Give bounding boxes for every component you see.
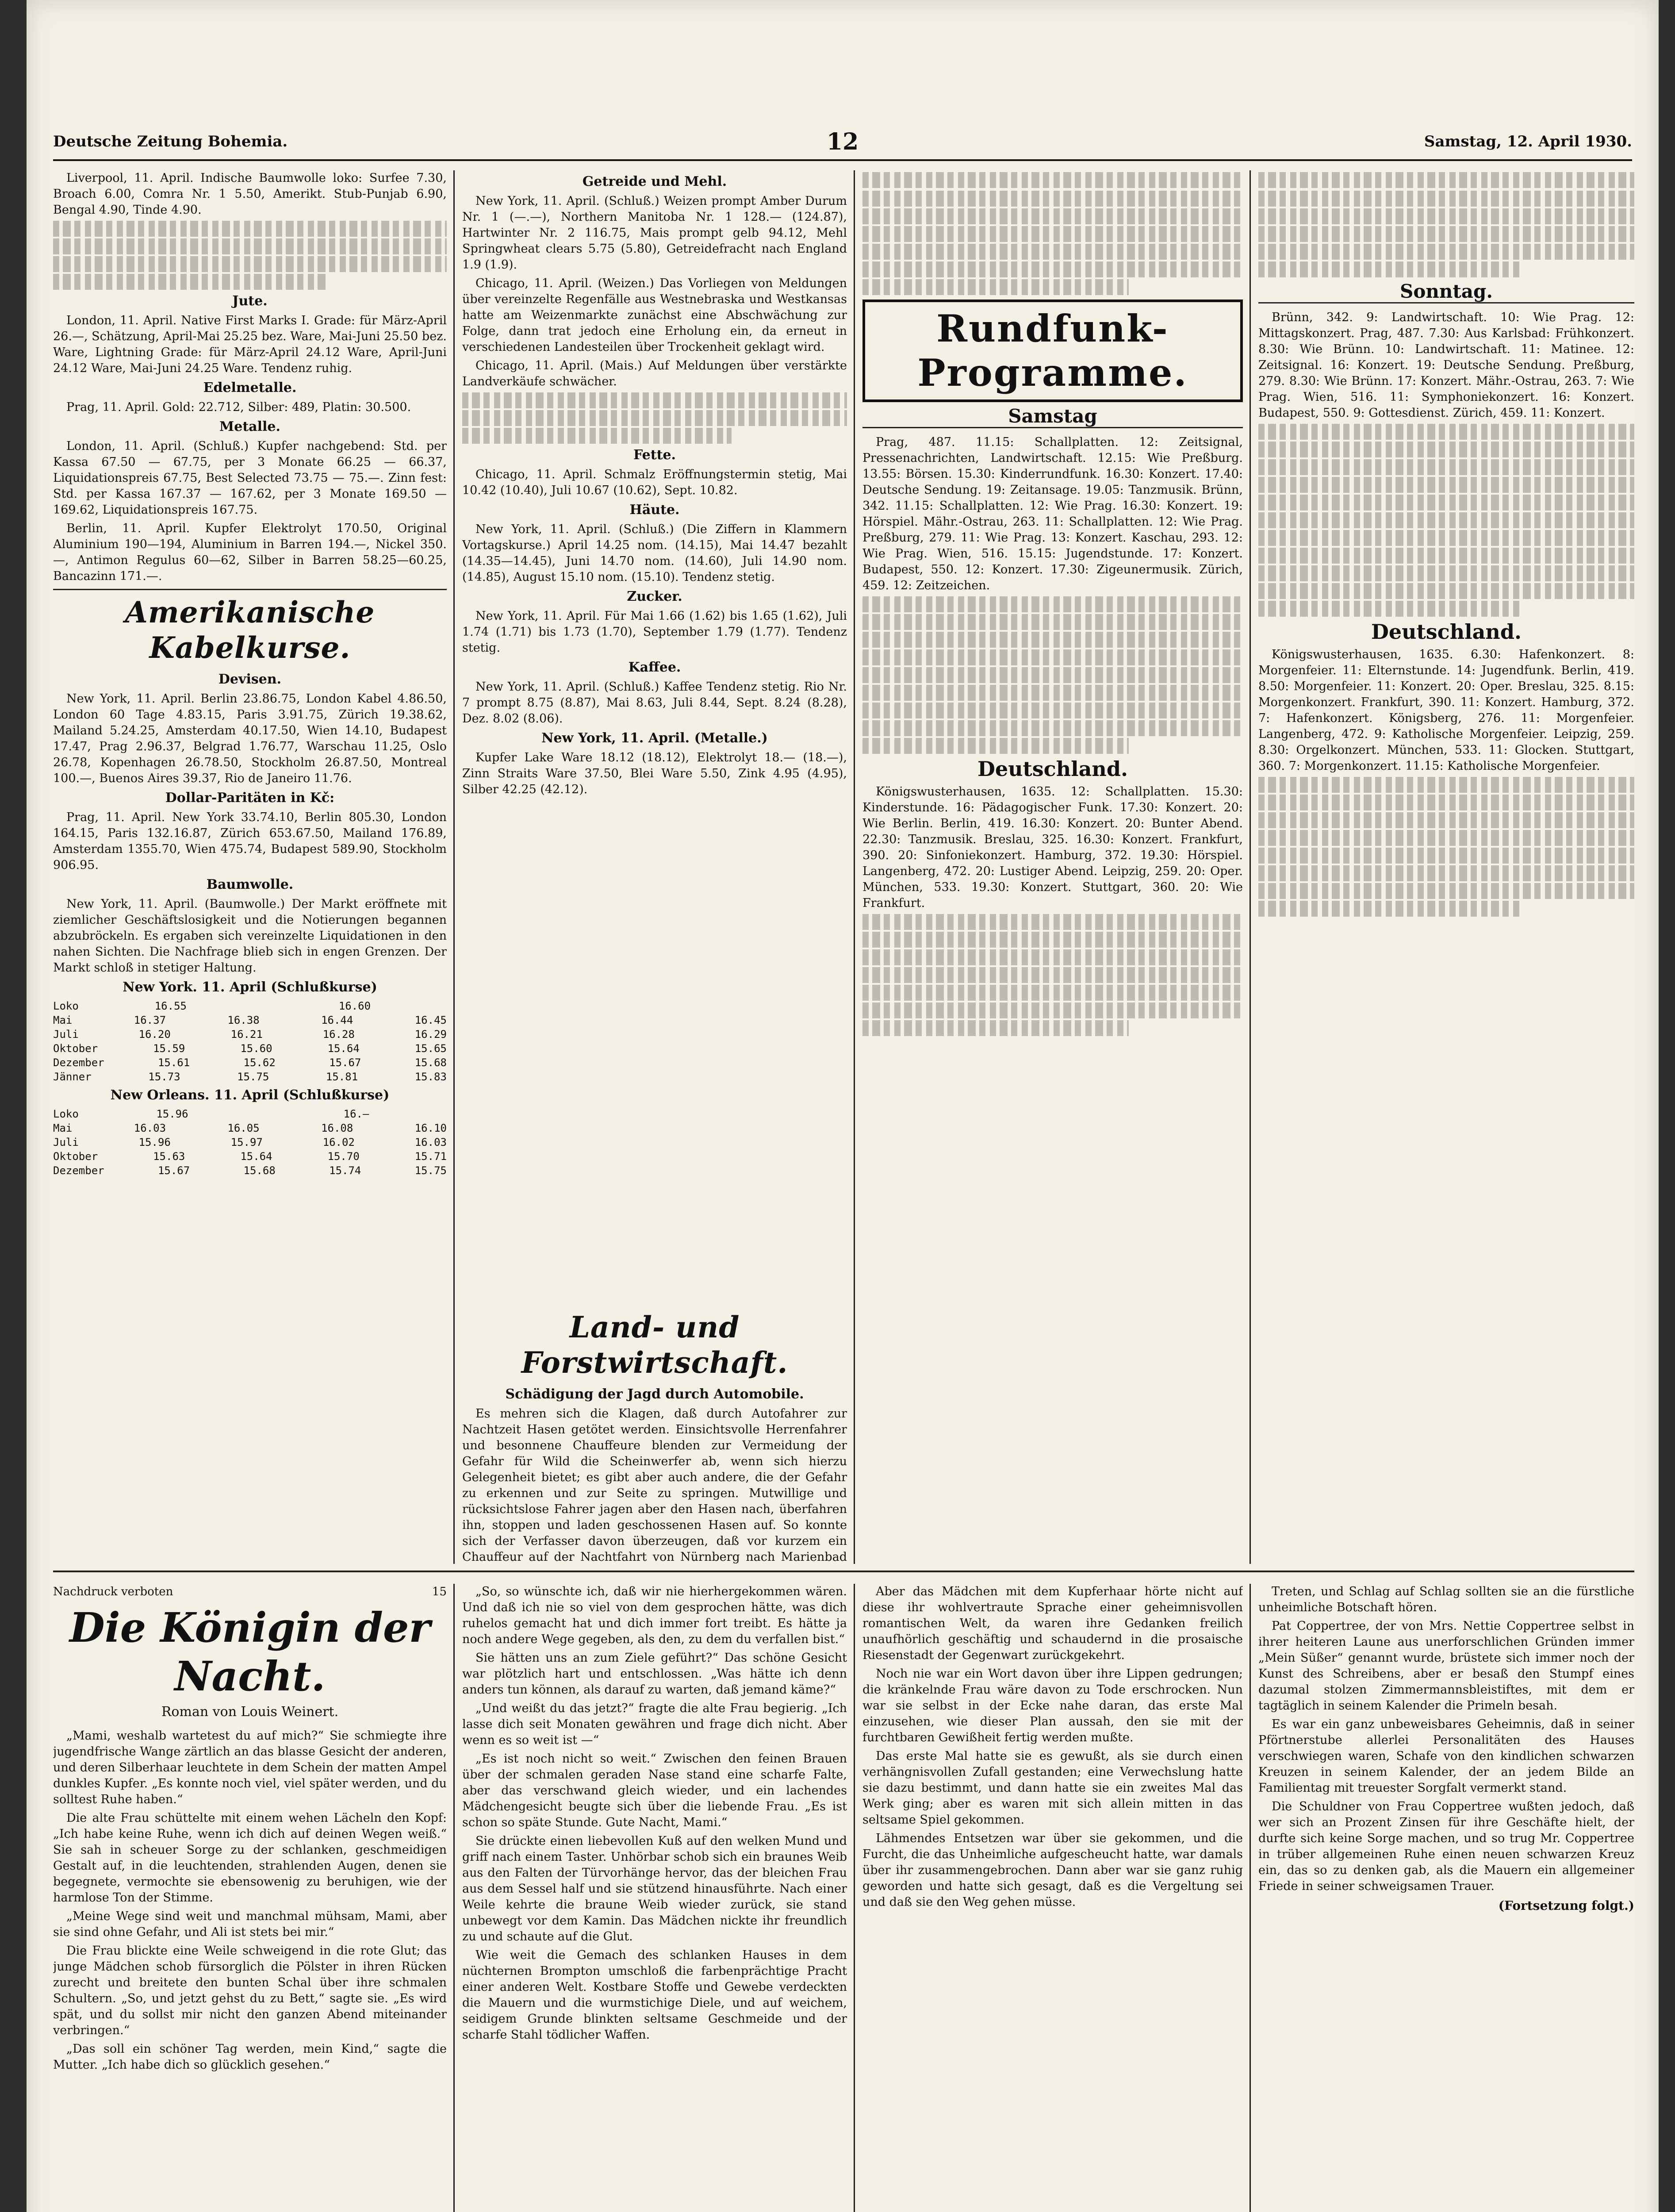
table-cell: 16.37 [134,1014,166,1026]
novel-paragraph: Es war ein ganz unbeweisbares Geheimnis, daß in seiner Pförtnerstube allerlei Personalitäten des Hauses verschwiegen waren, Schafe von den kindlichen schwarzen Kreuzen in seinem Kalender, der an jedem Bilde an Familientag mit treuester Sorgfalt vermerkt stand. [1258,1717,1634,1795]
table-cell: 15.68 [414,1056,447,1069]
table-row [53,1149,447,1164]
cotton-table-newyork [53,999,447,1084]
table-cell: 15.73 [148,1071,180,1083]
issue-date: Samstag, 12. April 1930. [1424,133,1632,150]
novel-paragraph: „Mami, weshalb wartetest du auf mich?“ Sie schmiegte ihre jugendfrische Wange zärtlich an das blasse Gesicht der anderen, und deren Silberhaar leuchtete in dem Schein der matten Ampel dunkles Kupfer. „Es konnte noch viel, viel später werden, und du solltest Ruhe haben.“ [53,1729,447,1806]
novel-paragraph: Die Schuldner von Frau Coppertree wußten jedoch, daß wer sich an Prozent Zinsen für ihre Geschäfte hielt, der durfte sich keine Sorge machen, und so trug Mr. Coppertree in trüber allgemeinen Ruhe einen neuen schwarzen Kreuz ein, das so zu denken gab, als die Mauern ein allgemeiner Friede in seiner schweigsamen Trauer. [1258,1800,1634,1893]
table-cell: Dezember [53,1164,104,1177]
table-row [53,1070,447,1084]
landforst-continued [862,172,1243,188]
table-cell: 15.83 [414,1071,447,1083]
novel-column-3 [862,1584,1243,2212]
table-cell: 15.67 [157,1164,190,1177]
novel-column-4 [1258,1584,1634,2212]
table-cell: 16.28 [322,1028,355,1041]
novel-paragraph: Pat Coppertree, der von Mrs. Nettie Coppertree selbst in ihrer heiteren Laune aus unerforschlichen Gründen immer „Mein Süßer“ genannt wurde, brüstete sich immer noch der Kunst des Schreibens, aber er besaß den Stumpf eines dazumal stolzen Zimmermannsbleistiftes, mit dem er tagtäglich in seinem Kalender die Primeln besah. [1258,1619,1634,1713]
table-cell: Oktober [53,1042,98,1055]
table-cell: Dezember [53,1056,104,1069]
table-cell: 16.38 [227,1014,260,1026]
table-cell: Loko [53,1000,79,1012]
london-jute-report: London, 11. April. Native First Marks I. Grade: für März-April 26.—, Schätzung, April-Mai 25.25 bez. Ware, Mai-Juni 25.50 bez. Ware, Lightning Grade: für März-April 24.12 Ware, April-Juni 24.12 Ware, Mai-Juni 24.25 Ware. Tendenz ruhig. [53,314,447,375]
table-cell: Mai [53,1122,73,1134]
novel-header [53,1584,447,1600]
edelmetalle-heading: Edelmetalle. [203,380,297,396]
neworleans-table-heading: New Orleans. 11. April (Schlußkurse) [110,1087,390,1103]
novel-paragraph: Wie weit die Gemach des schlanken Hauses in dem nüchternen Brompton umschloß die farbenprächtige Pracht einer anderen Welt. Kostbare Stoffe und Gewebe verdeckten die Mauern und die wurmstichige Diele, und auf weichem, seidigem Grunde blinkten seltsame Geschmeide und der scharfe Stahl tödlicher Waffen. [462,1948,847,2042]
metalle2-report: Kupfer Lake Ware 18.12 (18.12), Elektrolyt 18.— (18.—), Zinn Straits Ware 37.50, Blei Ware 5.50, Zink 4.95 (4.95), Silber 42.25 (42.12). [462,751,847,796]
novel-column-2 [462,1584,847,2212]
metalle2-heading: New York, 11. April. (Metalle.) [541,730,768,746]
getreide-chicago: Chicago, 11. April. (Weizen.) Das Vorliegen von Meldungen über vereinzelte Regenfälle aus Westnebraska und Westkansas hatte am Weizenmarkte zunächst eine Abschwächung zur Folge, dann trat jedoch eine Erholung ein, da erneut in verschiedenen Landesteilen über Trockenheit geklagt wird. [462,276,847,354]
table-row [53,999,447,1013]
table-row [53,1107,447,1121]
table-cell: Mai [53,1014,73,1026]
table-cell: 15.67 [329,1056,361,1069]
haeute-report: New York, 11. April. (Schluß.) (Die Ziffern in Klammern Vortagskurse.) April 14.25 nom. (14.15), Mai 14.47 bezahlt (14.35—14.45), Juni 14.70 nom. (14.60), Juli 14.90 nom. (14.85), August 15.10 nom. (15.10). Tendenz stetig. [462,522,847,584]
rundfunk-sunday-column [1258,170,1634,1564]
table-cell: Juli [53,1136,79,1148]
landforst-section [462,1305,847,1564]
table-row [53,1135,447,1149]
table-cell: 15.64 [240,1150,272,1163]
london-metalle-report: London, 11. April. (Schluß.) Kupfer nachgebend: Std. per Kassa 67.50 — 67.75, per 3 Monate 66.25 — 66.37, Liquidationspreis 67.75, Best Selected 73.75 — 75.—. Zinn fest: Std. per Kassa 167.37 — 167.62, per 3 Monate 169.50 — 169.62, Liquidationspreis 167.75. [53,439,447,517]
table-cell: 15.75 [237,1071,269,1083]
table-cell: 15.97 [230,1136,263,1148]
getreide-heading: Getreide und Mehl. [582,174,727,189]
table-cell: 16.55 [154,1000,187,1012]
novel-paragraph: Noch nie war ein Wort davon über ihre Lippen gedrungen; die kränkelnde Frau wäre davon zu Tode erschrocken. Nun war sie selbst in der Ecke nahe daran, das erste Mal einzusehen, wie dieser Plan aussah, den sie mit der furchtbaren Gewißheit fertig werden mußte. [862,1667,1243,1744]
novel-paragraph: Sie drückte einen liebevollen Kuß auf den welken Mund und griff nach einem Taster. Unhörbar schob sich ein braunes Weib aus den Falten der Türvorhänge hervor, das der bleichen Frau aus dem Sessel half und sie stützend hinausführte. Nach einer Weile kehrte die braune Weib wieder zurück, sie stand unbewegt vor dem Kamin. Das Mädchen nickte ihr freundlich zu und schaute auf die Glut. [462,1834,847,1943]
rundfunk-saturday-column [862,170,1243,1564]
fette-report: Chicago, 11. April. Schmalz Eröffnungstermin stetig, Mai 10.42 (10.40), Juli 10.67 (10.62), Sept. 10.82. [462,468,847,497]
markets-column [53,170,447,1564]
newspaper-page [27,0,1659,2212]
cotton-table-neworleans [53,1107,447,1178]
table-cell: 15.68 [243,1164,276,1177]
sunday-germany-program: Königswusterhausen, 1635. 6.30: Hafenkonzert. 8: Morgenfeier. 11: Elternstunde. 14: Jugendfunk. Berlin, 419. 8.50: Morgenfeier. 11: Konzert. 20: Oper. Breslau, 325. 8.15: Morgenkonzert. Frankfurt, 390. 11: Konzert. Hamburg, 372. 7: Hafenkonzert. Königsberg, 276. 11: Morgenfeier. Langenberg, 472. 9: Katholische Morgenfeier. Leipzig, 259. 8.30: Orgelkonzert. München, 533. 11: Glocken. Stuttgart, 360. 7: Morgenkonzert. 11.15: Katholische Morgenfeier. [1258,648,1634,773]
sunday-germany-heading: Deutschland. [1371,620,1522,644]
metalle-heading: Metalle. [219,419,280,434]
novel-paragraph: Treten, und Schlag auf Schlag sollten sie an die fürstliche unheimliche Botschaft hören. [1258,1585,1634,1614]
table-cell: 16.21 [230,1028,263,1041]
table-row [53,1027,447,1041]
kabelkurse-title: Amerikanische Kabelkurse. [125,595,375,665]
novel-paragraph: Sie hätten uns an zum Ziele geführt?“ Das schöne Gesicht war plötzlich hart und entschlossen. „Was hätte ich denn anders tun können, als darauf zu warten, daß jemand käme?“ [462,1651,847,1697]
table-row [53,1056,447,1070]
kaffee-report: New York, 11. April. (Schluß.) Kaffee Tendenz stetig. Rio Nr. 7 prompt 8.75 (8.87), Mai 8.63, Juli 8.44, Sept. 8.24 (8.28), Dez. 8.02 (8.06). [462,680,847,726]
baumwolle-heading: Baumwolle. [206,877,294,892]
table-cell: 16.45 [414,1014,447,1026]
table-row [53,1041,447,1056]
table-cell: Loko [53,1108,79,1120]
zucker-report: New York, 11. April. Für Mai 1.66 (1.62) bis 1.65 (1.62), Juli 1.74 (1.71) bis 1.73 (1.70), September 1.79 (1.77). Tendenz stetig. [462,609,847,655]
table-cell: 16.08 [321,1122,353,1134]
novel-title: Die Königin der Nacht. [69,1604,430,1700]
liverpool-report: Liverpool, 11. April. Indische Baumwolle loko: Surfee 7.30, Broach 6.00, Comra Nr. 1 5.50, Amerikt. Stub-Punjab 6.90, Bengal 4.90, Tinde 4.90. [53,171,447,217]
baumwolle-report: New York, 11. April. (Baumwolle.) Der Markt eröffnete mit ziemlicher Geschäftslosigkeit und die Notierungen begannen abzubröckeln. Es ergaben sich vereinzelte Liquidationen in den nahen Sichten. Die Nachfrage blieb sich in engen Grenzen. Der Markt schloß in stetiger Haltung. [53,897,447,975]
table-cell: 16.60 [338,1000,371,1012]
kaffee-heading: Kaffee. [628,660,681,675]
novel-author: Roman von Louis Weinert. [161,1704,339,1720]
table-cell: 16.03 [414,1136,447,1148]
novel-paragraph: Aber das Mädchen mit dem Kupferhaar hörte nicht auf diese ihr wohlvertraute Sprache einer geheimnisvollen romantischen Welt, da waren ihre Gedanken freilich unaufhörlich geschäftig und schaudernd in die prosaische Riesenstadt der Gegenwart zurückgekehrt. [862,1585,1243,1662]
table-cell: 15.63 [153,1150,185,1163]
table-cell: 15.75 [414,1164,447,1177]
table-cell: 15.64 [327,1042,360,1055]
sunday-program: Brünn, 342. 9: Landwirtschaft. 10: Wie Prag. 12: Mittagskonzert. Prag, 487. 7.30: Aus Karlsbad: Frühkonzert. 8.30: Wie Brünn. 10: Landwirtschaft. 11: Matinee. 12: Zeitsignal. 16: Konzert. 19: Deutsche Sendung. Preßburg, 279. 8.30: Wie Brünn. 17: Konzert. Mähr.-Ostrau, 263. 7: Wie Prag. Wien, 516. 11: Symphoniekonzert. 16: Konzert. Budapest, 550. 9: Gottesdienst. Zürich, 459. 11: Konzert. [1258,311,1634,420]
novel-paragraph: „So, so wünschte ich, daß wir nie hierhergekommen wären. Und daß ich nie so viel von dem gesprochen hätte, was dich ruhelos gemacht hat und dich immer fort treibt. Es hätte ja noch andere Wege gegeben, als den, zu dem du verfallen bist.“ [462,1585,847,1646]
page-header [53,128,1632,161]
saturday-germany-program: Königswusterhausen, 1635. 12: Schallplatten. 15.30: Kinderstunde. 16: Pädagogischer Funk. 17.30: Konzert. 20: Wie Berlin. Berlin, 419. 16.30: Konzert. 20: Bunter Abend. 22.30: Tanzmusik. Breslau, 325. 16.30: Konzert. Frankfurt, 390. 20: Sinfoniekonzert. Hamburg, 372. 19.30: Hörspiel. Langenberg, 472. 20: Lustiger Abend. Leipzig, 259. 20: Oper. München, 533. 19.30: Konzert. Stuttgart, 360. 20: Wie Frankfurt. [862,785,1243,910]
novel-paragraph: „Das soll ein schöner Tag werden, mein Kind,“ sagte die Mutter. „Ich habe dich so glücklich gesehen.“ [53,2042,447,2072]
table-cell: 15.81 [326,1071,358,1083]
column4-continued-text [1258,172,1634,188]
novel-paragraph: „Und weißt du das jetzt?“ fragte die alte Frau begierig. „Ich lasse dich seit Monaten gewähren und frage dich nicht. Aber wenn es so weit ist —“ [462,1701,847,1747]
devisen-heading: Devisen. [218,672,282,687]
newyork-table-heading: New York. 11. April (Schlußkurse) [123,979,377,995]
table-cell: 15.74 [329,1164,361,1177]
novel-paragraph: Die alte Frau schüttelte mit einem wehen Lächeln den Kopf: „Ich habe keine Ruhe, wenn ich dich auf deinen Wegen weiß.“ Sie sah in scheuer Sorge zu der schlanken, geschmeidigen Gestalt auf, in die leuchtenden, strahlenden Augen, denen sie begegnete, vermochte sie ebensowenig zu beruhigen, wie der harmlose Ton der Stimme. [53,1811,447,1905]
sunday-heading: Sonntag. [1258,284,1634,303]
fette-heading: Fette. [633,447,676,463]
novel-paragraph: „Meine Wege sind weit und manchmal mühsam, Mami, aber sie sind ohne Gefahr, und Ali ist stets bei mir.“ [53,1909,447,1939]
landforst-title: Land- und Forstwirtschaft. [521,1310,788,1380]
table-cell: 16.20 [138,1028,171,1041]
table-cell: 15.96 [138,1136,171,1148]
table-cell: 16.05 [227,1122,260,1134]
table-row [53,1121,447,1135]
novel-paragraph: Lähmendes Entsetzen war über sie gekommen, und die Furcht, die das Unheimliche aufgescheucht hatte, war damals über ihr zusammengebrochen. Dann aber war sie ganz ruhig geworden und hatte sich gesagt, daß es die Vergeltung sei und daß sie den Weg gehen müsse. [862,1832,1243,1909]
zucker-heading: Zucker. [627,589,682,604]
table-cell: Oktober [53,1150,98,1163]
table-cell: 15.60 [240,1042,272,1055]
getreide-chicago-mais: Chicago, 11. April. (Mais.) Auf Meldungen über verstärkte Landverkäufe schwächer. [462,359,847,388]
table-row [53,1164,447,1178]
paper-name: Deutsche Zeitung Bohemia. [53,133,288,150]
table-cell: 15.62 [243,1056,276,1069]
table-cell: 15.96 [156,1108,188,1120]
novel-paragraph: „Es ist noch nicht so weit.“ Zwischen den feinen Brauen über der schmalen geraden Nase stand eine scharfe Falte, aber das verschwand gleich wieder, und ein lachendes Mädchengesicht beugte sich über die liebende Frau. „Es ist schon so späte Stunde. Gute Nacht, Mami.“ [462,1752,847,1829]
table-cell: 16.— [343,1108,369,1120]
table-cell: 15.59 [153,1042,185,1055]
liverpool-table [53,221,447,290]
table-cell: 16.03 [134,1122,166,1134]
landforst-text: Es mehren sich die Klagen, daß durch Autofahrer zur Nachtzeit Hasen getötet werden. Einsichtsvolle Herrenfahrer und besonnene Chauffeure blenden zur Vermeidung der Gefahr für Wild die Scheinwerfer ab, wenn sich hierzu Gelegenheit bietet; es gibt aber auch andere, die der Gefahr zu erkennen und zur Seite zu springen. Mutwillige und rücksichtslose Fahrer jagen aber den Hasen nach, überfahren ihn, stoppen und laden geschossenen Hasen auf. So konnte sich der Verfasser davon überzeugen, daß vor kurzem ein Chauffeur auf der Nachtfahrt von Nürnberg nach Marienbad [462,1407,847,1564]
table-cell: 16.29 [414,1028,447,1041]
reprint-notice: Nachdruck verboten [53,1585,173,1598]
rundfunk-title: Rundfunk-Programme. [862,300,1243,402]
to-be-continued: (Fortsetzung folgt.) [1498,1898,1634,1913]
table-cell: Jänner [53,1071,92,1083]
novel-paragraph: Die Frau blickte eine Weile schweigend in die rote Glut; das junge Mädchen schob fürsorglich die Pölster in ihren Rücken zurecht und breitete den bunten Schal über ihre schmalen Schultern. „So, und jetzt gehst du zu Bett,“ sagte sie. „Es wird spät, und du sollst mir nicht den ganzen Abend miteinander verbringen.“ [53,1944,447,2037]
saturday-program: Prag, 487. 11.15: Schallplatten. 12: Zeitsignal, Pressenachrichten, Landwirtschaft. 12.15: Wie Preßburg. 13.55: Börsen. 15.30: Kinderrundfunk. 16.30: Konzert. 17.40: Deutsche Sendung. 19: Zeitansage. 19.05: Tanzmusik. Brünn, 342. 11.15: Schallplatten. 12: Wie Prag. 16.30: Konzert. 19: Hörspiel. Mähr.-Ostrau, 263. 11: Schallplatten. 12: Wie Prag. Preßburg, 279. 11: Wie Prag. 13: Konzert. Kaschau, 293. 12: Wie Prag. Wien, 516. 15.15: Jugendstunde. 17: Konzert. Budapest, 550. 12: Konzert. 17.30: Zigeunermusik. Zürich, 459. 12: Zeitzeichen. [862,435,1243,592]
devisen-report: New York, 11. April. Berlin 23.86.75, London Kabel 4.86.50, London 60 Tage 4.83.15, Paris 3.91.75, Zürich 19.38.62, Mailand 5.24.25, Amsterdam 40.17.50, Wien 14.10, Budapest 17.47, Prag 2.96.37, Belgrad 1.76.77, Warschau 11.25, Oslo 26.78, Kopenhagen 26.78.50, Stockholm 26.87.50, Montreal 100.—, Buenos Aires 39.37, Rio de Janeiro 11.76. [53,692,447,785]
table-cell: 16.10 [414,1122,447,1134]
novel-column-1 [53,1584,447,2212]
saturday-heading: Samstag [862,408,1243,428]
novel-paragraph: Das erste Mal hatte sie es gewußt, als sie durch einen verhängnisvollen Zufall gestanden; eine Verwechslung hatte sie dazu bestimmt, und dann hatte sie ein zweites Mal das Werk ging; aber es waren mit sich allein mitten in das seltsame Spiel gekommen. [862,1749,1243,1827]
table-cell: 15.71 [414,1150,447,1163]
saturday-germany-heading: Deutschland. [977,757,1128,781]
installment-number: 15 [432,1585,447,1598]
landforst-subhead: Schädigung der Jagd durch Automobile. [505,1386,804,1402]
paritaeten-report: Prag, 11. April. New York 33.74.10, Berlin 805.30, London 164.15, Paris 132.16.87, Zürich 653.67.50, Mailand 176.89, Amsterdam 1355.70, Wien 475.74, Budapest 589.90, Stockholm 906.95. [53,810,447,872]
getreide-newyork: New York, 11. April. (Schluß.) Weizen prompt Amber Durum Nr. 1 (—.—), Northern Manitoba Nr. 1 128.— (124.87), Hartwinter Nr. 2 116.75, Mais prompt gelb 94.12, Mehl Springwheat clears 5.75 (5.80), Getreidefracht nach England 1.9 (1.9). [462,194,847,272]
jute-heading: Jute. [232,293,268,309]
table-cell: 15.61 [157,1056,190,1069]
paritaeten-heading: Dollar-Paritäten in Kč: [165,790,335,806]
commodities-column [462,170,847,1303]
table-cell: 16.44 [321,1014,353,1026]
haeute-heading: Häute. [629,502,680,518]
prag-gold-report: Prag, 11. April. Gold: 22.712, Silber: 489, Platin: 30.500. [66,400,411,414]
table-cell: 15.70 [327,1150,360,1163]
page-number: 12 [826,128,859,155]
berlin-metalle-report: Berlin, 11. April. Kupfer Elektrolyt 170.50, Original Aluminium 190—194, Aluminium in Barren 194.—, Nickel 350.—, Antimon Regulus 60—62, Silber in Barren 58.25—60.25, Bancazinn 171.—. [53,522,447,583]
table-cell: Juli [53,1028,79,1041]
table-row [53,1013,447,1027]
table-cell: 15.65 [414,1042,447,1055]
table-cell: 16.02 [322,1136,355,1148]
